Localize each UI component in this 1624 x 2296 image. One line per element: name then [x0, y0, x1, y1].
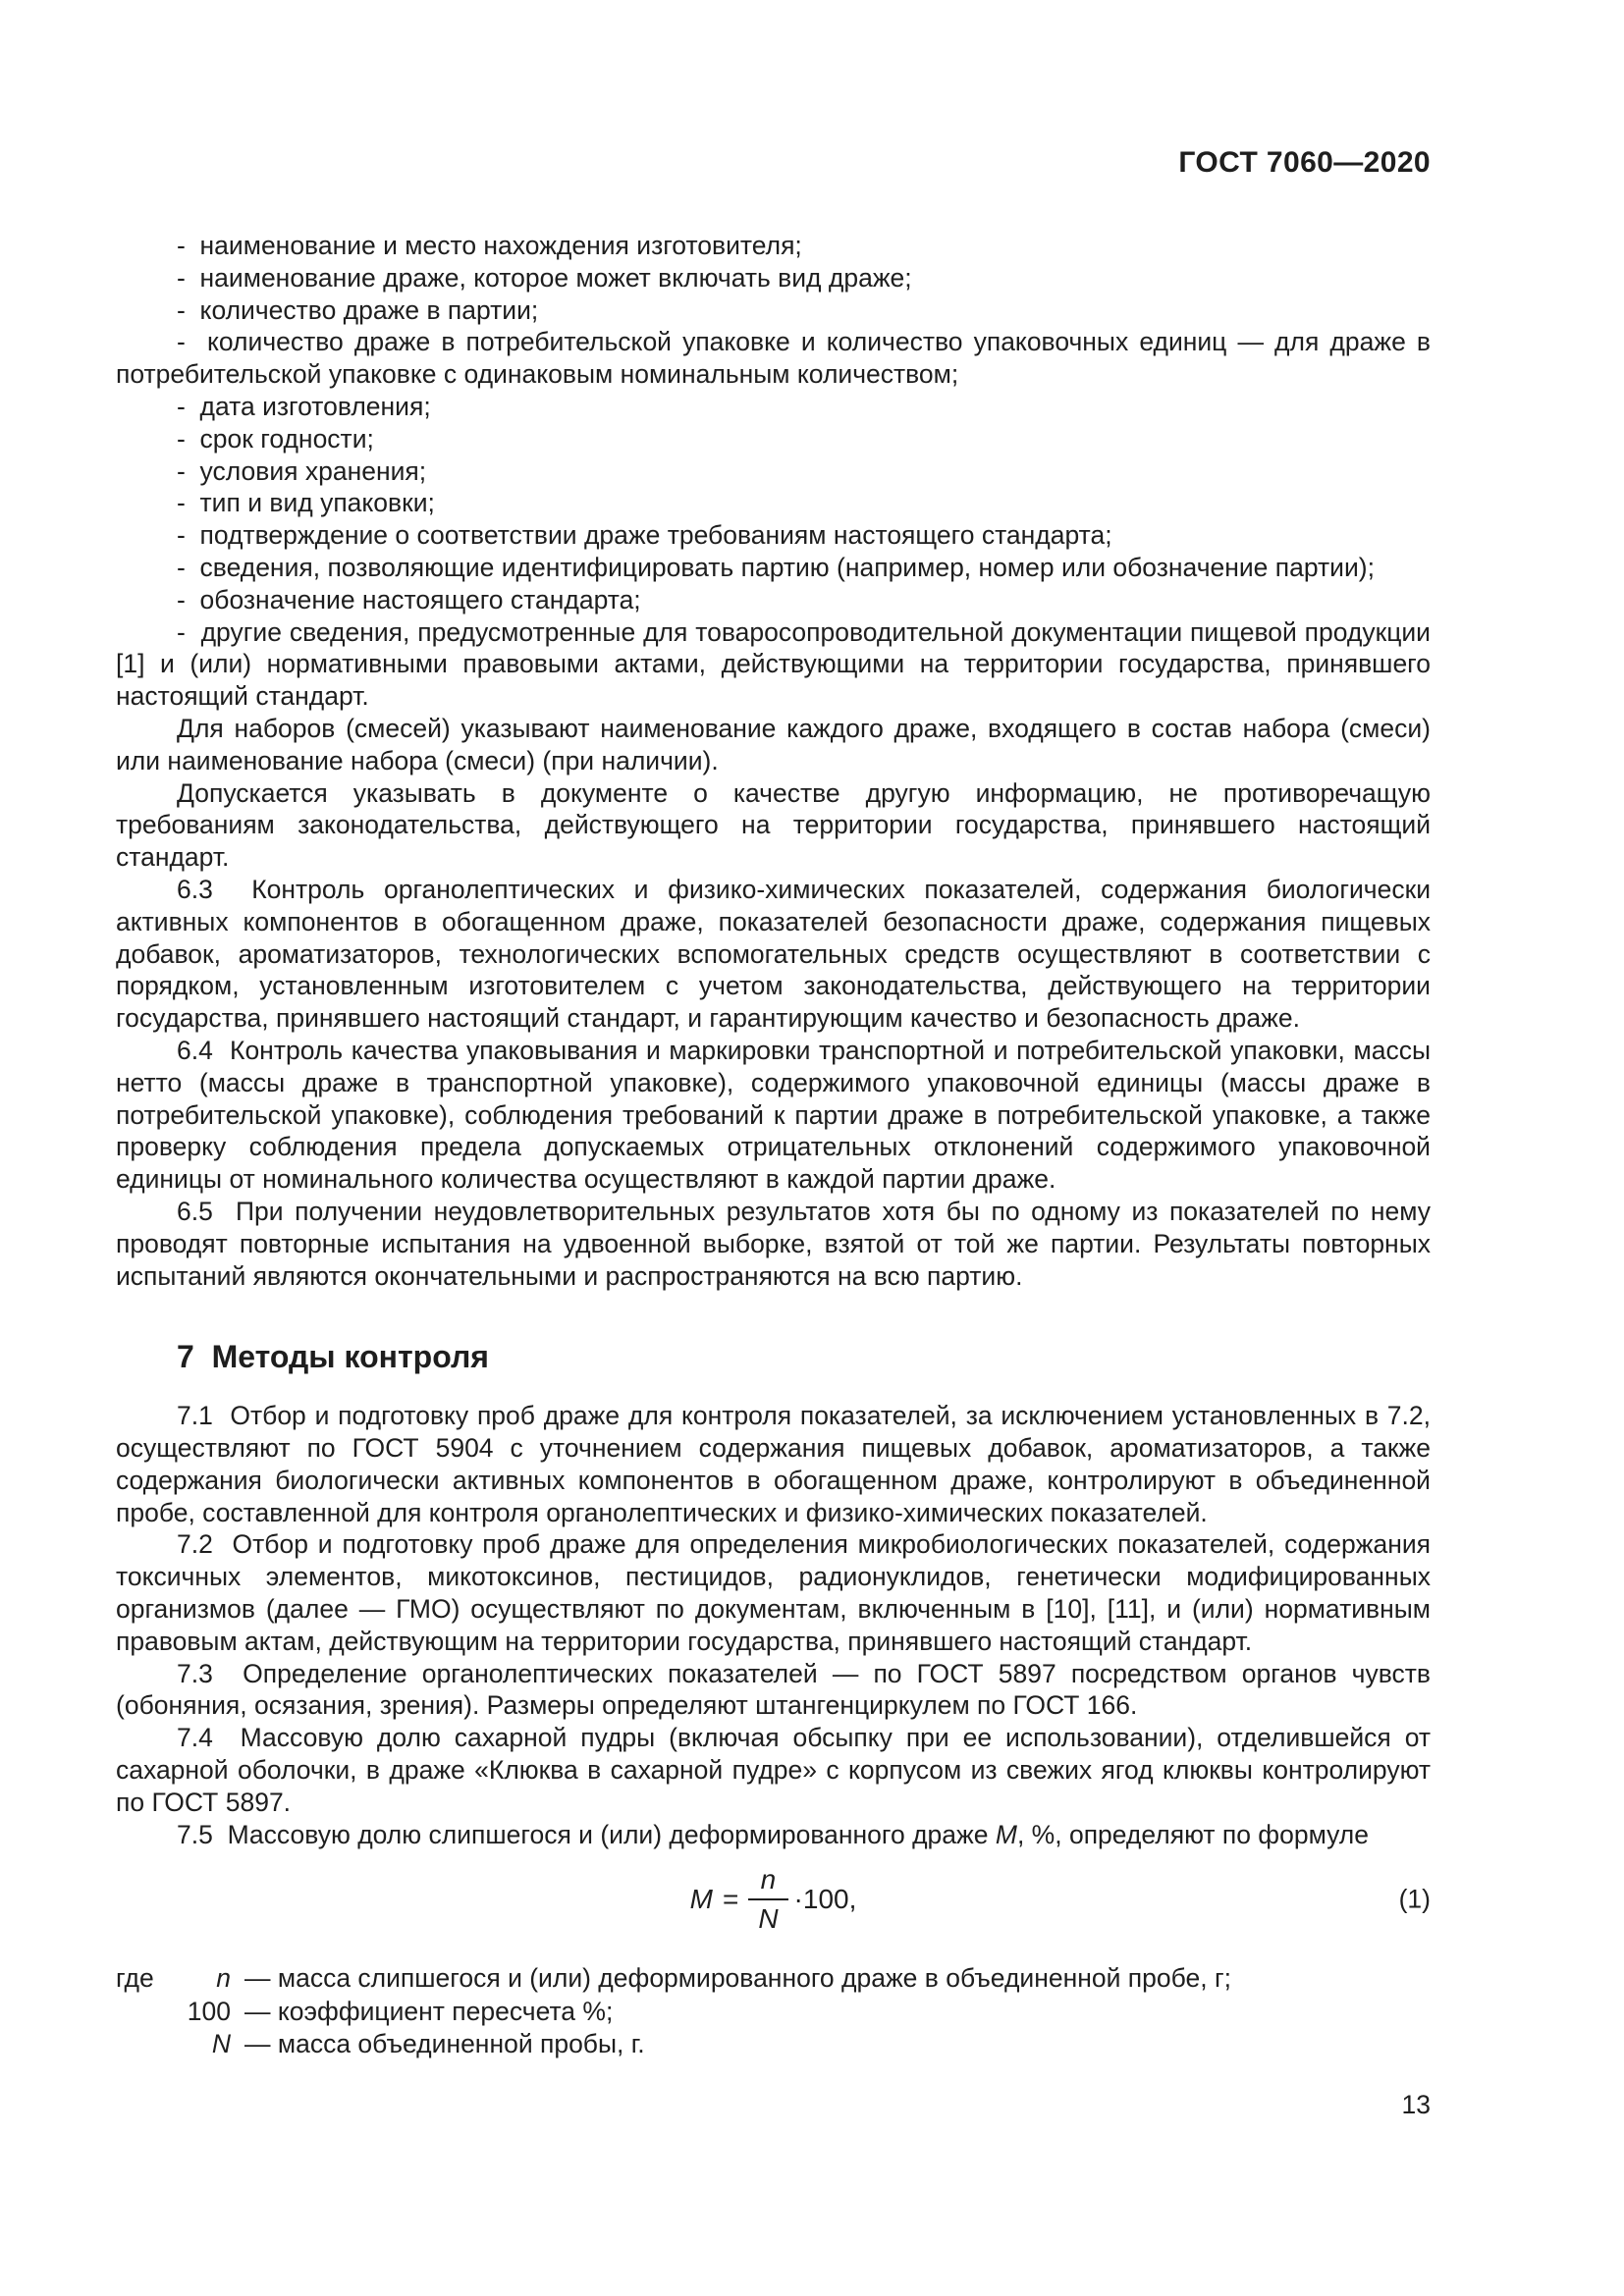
paragraph: Допускается указывать в документе о качестве другую информацию, не противоречащую требованиям законодательства, действующего на территории государства, принявшего настоящий стандарт.: [116, 777, 1431, 873]
list-item: - обозначение настоящего стандарта;: [177, 584, 641, 614]
list-item: - количество драже в партии;: [177, 294, 539, 325]
formula-number: (1): [1398, 1885, 1431, 1915]
definition-row: [116, 1996, 1431, 2028]
fraction-numerator: n: [748, 1864, 787, 1901]
variable-M: M: [995, 1819, 1017, 1849]
list-item: - количество драже в потребительской упаковке и количество упаковочных единиц — для драже в потребительской упаковке с одинаковым номинальным количеством;: [116, 327, 1431, 390]
paragraph-6-4: 6.4 Контроль качества упаковывания и маркировки транспортной и потребительской упаковки, массы нетто (массы драже в транспортной упаковке), содержимого упаковочной единицы (массы драже в потребительской упаковке), соблюдения требований к партии драже в потребительской упаковке, а также проверку соблюдения предела допускаемых отрицательных отклонений содержимого упаковочной единицы от номинального количества осуществляют в каждой партии драже.: [116, 1035, 1431, 1195]
definition-term: n: [216, 1963, 231, 1994]
definition-row: [116, 2028, 1431, 2060]
formula-definitions: [116, 1962, 1431, 2060]
equals-sign: =: [722, 1884, 739, 1915]
paragraph: Для наборов (смесей) указывают наименование каждого драже, входящего в состав набора (смеси) или наименование набора (смеси) (при наличии).: [116, 713, 1431, 775]
where-label: где: [116, 1963, 154, 1994]
section-7-body: [116, 1400, 1431, 1850]
formula-expression: [690, 1864, 857, 1937]
paragraph-7-3: 7.3 Определение органолептических показателей — по ГОСТ 5897 посредством органов чувств (обоняния, осязания, зрения). Размеры определяют штангенциркулем по ГОСТ 166.: [116, 1658, 1431, 1721]
definition-text: — масса слипшегося и (или) деформированного драже в объединенной пробе, г;: [244, 1963, 1231, 1994]
list-item: - дата изготовления;: [177, 391, 431, 421]
list-item: - условия хранения;: [177, 455, 427, 486]
formula-factor: ·100,: [793, 1884, 857, 1915]
fraction: [748, 1864, 787, 1937]
paragraph-7-4: 7.4 Массовую долю сахарной пудры (включая обсыпку при ее использовании), отделившейся от сахарной оболочки, в драже «Клюква в сахарной пудре» с корпусом из свежих ягод клюквы контролируют по ГОСТ 5897.: [116, 1723, 1431, 1817]
fraction-denominator: N: [758, 1903, 779, 1935]
definition-text: — коэффициент пересчета %;: [244, 1996, 614, 2026]
paragraph-6-5: 6.5 При получении неудовлетворительных результатов хотя бы по одному из показателей по нему проводят повторные испытания на удвоенной выборке, взятой от той же партии. Результаты повторных испытаний являются окончательными и распространяются на всю партию.: [116, 1196, 1431, 1291]
definition-row: [116, 1962, 1431, 1995]
paragraph-7-5-text: 7.5 Массовую долю слипшегося и (или) деформированного драже: [177, 1819, 996, 1849]
list-item: - подтверждение о соответствии драже требованиям настоящего стандарта;: [177, 520, 1112, 551]
text-block: [116, 0, 1431, 2120]
list-item: - сведения, позволяющие идентифицировать партию (например, номер или обозначение партии);: [177, 552, 1375, 582]
paragraph-7-2: 7.2 Отбор и подготовку проб драже для определения микробиологических показателей, содержания токсичных элементов, микотоксинов, пестицидов, радионуклидов, генетически модифицированных организмов (далее — ГМО) осуществляют по документам, включенным в [10], [11], и (или) нормативным правовым актам, действующим на территории государства, принявшего настоящий стандарт.: [116, 1529, 1431, 1656]
formula-lhs: M: [689, 1884, 713, 1915]
list-item: - наименование и место нахождения изготовителя;: [177, 231, 802, 260]
page-number: 13: [1401, 2089, 1431, 2119]
list-item: - другие сведения, предусмотренные для товаросопроводительной документации пищевой продукции [1] и (или) нормативными правовыми актами, действующими на территории государства, принявшего настоящий стандарт.: [116, 616, 1431, 712]
list-item: - тип и вид упаковки;: [177, 488, 435, 518]
paragraph-6-3: 6.3 Контроль органолептических и физико-химических показателей, содержания биологически активных компонентов в обогащенном драже, показателей безопасности драже, содержания пищевых добавок, ароматизаторов, технологических вспомогательных средств осуществляют в соответствии с порядком, установленным изготовителем с учетом законодательства, действующего на территории государства, принявшего настоящий стандарт, и гарантирующим качество и безопасность драже.: [116, 874, 1431, 1034]
body-text: [116, 230, 1431, 2120]
definition-term: N: [211, 2029, 231, 2059]
list-item: - срок годности;: [177, 423, 374, 454]
standard-designation: ГОСТ 7060—2020: [1178, 146, 1431, 179]
list-item: - наименование драже, которое может включать вид драже;: [177, 262, 912, 293]
formula: [116, 1852, 1431, 1947]
definition-text: — масса объединенной пробы, г.: [244, 2029, 645, 2059]
paragraph-7-5-text-end: , %, определяют по формуле: [1016, 1819, 1369, 1849]
section-heading: 7 Методы контроля: [177, 1339, 489, 1375]
definition-term: 100: [187, 1996, 231, 2026]
paragraph-7-5: [116, 1819, 1431, 1851]
paragraph-7-1: 7.1 Отбор и подготовку проб драже для контроля показателей, за исключением установленных в 7.2, осуществляют по ГОСТ 5904 с уточнением содержания пищевых добавок, ароматизаторов, а также содержания биологически активных компонентов в обогащенном драже, контролируют в объединенной пробе, составленной для контроля органолептических и физико-химических показателей.: [116, 1401, 1431, 1527]
